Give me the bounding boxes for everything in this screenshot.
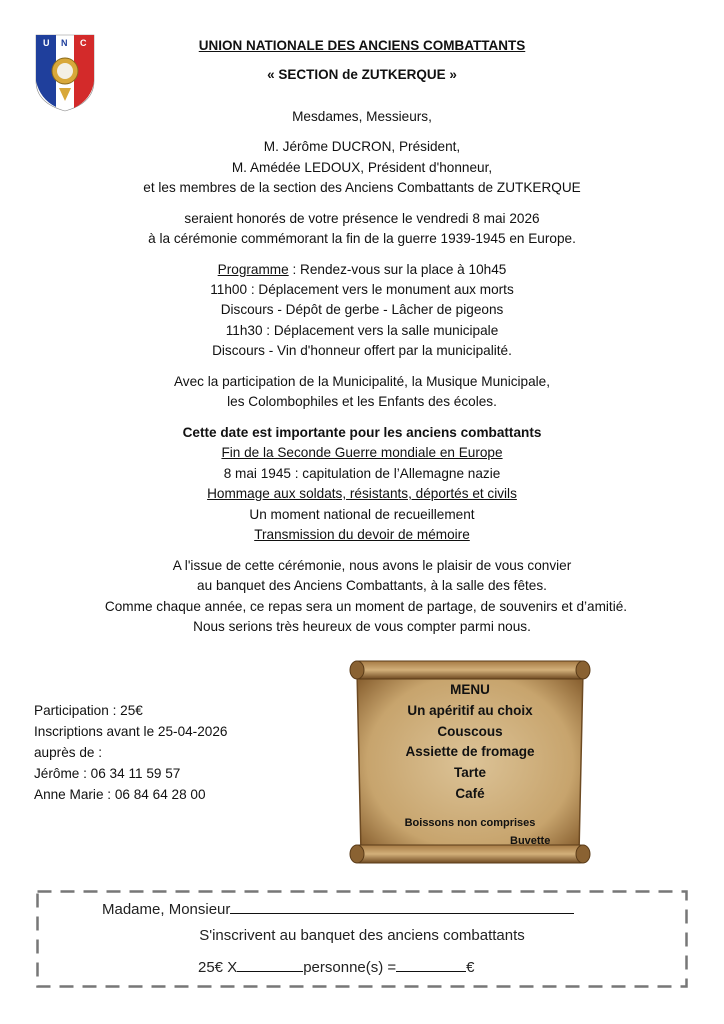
slip-name-label: Madame, Monsieur <box>102 901 231 918</box>
programme-label: Programme <box>217 262 289 277</box>
banquet-line-1: A l'issue de cette cérémonie, nous avons le plaisir de vous convier <box>172 558 572 573</box>
importance-line-5: Transmission du devoir de mémoire <box>254 527 470 542</box>
menu-drinks-note: Boissons non comprises <box>404 817 536 829</box>
registration-details <box>34 700 227 805</box>
menu-content <box>347 680 593 805</box>
participation-line-2: les Colombophiles et les Enfants des écoles. <box>227 394 497 409</box>
importance-line-1: Fin de la Seconde Guerre mondiale en Europe <box>221 445 503 460</box>
importance-line-4: Un moment national de recueillement <box>249 507 475 522</box>
slip-currency: € <box>466 959 475 976</box>
programme-line-5: Discours - Vin d'honneur offert par la municipalité. <box>212 343 512 358</box>
slip-count-line <box>198 957 475 976</box>
persons-count-field[interactable] <box>237 957 303 972</box>
intro-line-2: M. Amédée LEDOUX, Président d'honneur, <box>231 160 493 175</box>
menu-item: Café <box>455 785 485 801</box>
menu-title: MENU <box>450 682 490 697</box>
svg-text:N: N <box>61 38 68 48</box>
intro-line-3: et les membres de la section des Anciens Combattants de ZUTKERQUE <box>143 180 581 195</box>
importance-title: Cette date est importante pour les anciens combattants <box>182 425 542 440</box>
slip-registration-text: S'inscrivent au banquet des anciens combattants <box>199 927 525 944</box>
programme-meeting: : Rendez-vous sur la place à 10h45 <box>288 262 507 277</box>
svg-text:U: U <box>43 38 50 48</box>
importance-line-3: Hommage aux soldats, résistants, déportés et civils <box>207 486 517 501</box>
intro-line-1: M. Jérôme DUCRON, Président, <box>263 139 461 154</box>
invitation-line-2: à la cérémonie commémorant la fin de la guerre 1939-1945 en Europe. <box>148 231 576 246</box>
slip-name-line[interactable] <box>102 899 574 918</box>
banquet-line-4: Nous serions très heureux de vous compter parmi nous. <box>193 619 531 634</box>
programme-line-3: Discours - Dépôt de gerbe - Lâcher de pigeons <box>220 302 504 317</box>
participation-price: Participation : 25€ <box>34 703 143 718</box>
menu-item: Tarte <box>453 765 486 781</box>
svg-text:C: C <box>80 38 87 48</box>
importance-line-2: 8 mai 1945 : capitulation de l’Allemagne nazie <box>223 466 501 481</box>
programme-line-1 <box>0 260 724 281</box>
programme-line-2: 11h00 : Déplacement vers le monument aux morts <box>210 282 514 297</box>
invitation-line-1: seraient honorés de votre présence le vendredi 8 mai 2026 <box>184 211 540 226</box>
slip-price-label: 25€ X <box>198 959 238 976</box>
banquet-line-3: Comme chaque année, ce repas sera un moment de partage, de souvenirs et d’amitié. <box>104 599 628 614</box>
greeting: Mesdames, Messieurs, <box>292 109 432 124</box>
participation-line-1: Avec la participation de la Municipalité, la Musique Municipale, <box>173 374 551 389</box>
programme-line-4: 11h30 : Déplacement vers la salle municipale <box>225 323 499 338</box>
contact-label: auprès de : <box>34 745 103 760</box>
section-title: « SECTION de ZUTKERQUE » <box>267 67 457 82</box>
menu-item: Assiette de fromage <box>405 744 535 760</box>
menu-item: Un apéritif au choix <box>407 702 533 718</box>
contact-jerome: Jérôme : 06 34 11 59 57 <box>34 766 181 781</box>
slip-persons-label: personne(s) = <box>303 959 397 976</box>
banquet-line-2: au banquet des Anciens Combattants, à la salle des fêtes. <box>197 578 547 593</box>
importance-line-3-wrap <box>0 484 724 505</box>
importance-line-1-wrap <box>0 443 724 464</box>
contact-anne-marie: Anne Marie : 06 84 64 28 00 <box>34 787 206 802</box>
name-field[interactable] <box>230 899 574 914</box>
registration-deadline: Inscriptions avant le 25-04-2026 <box>34 724 228 739</box>
menu-item: Couscous <box>437 723 503 739</box>
total-amount-field[interactable] <box>396 957 466 972</box>
organization-title: UNION NATIONALE DES ANCIENS COMBATTANTS <box>198 38 526 53</box>
menu-bar-note: Buvette <box>510 835 551 847</box>
importance-line-5-wrap <box>0 525 724 546</box>
